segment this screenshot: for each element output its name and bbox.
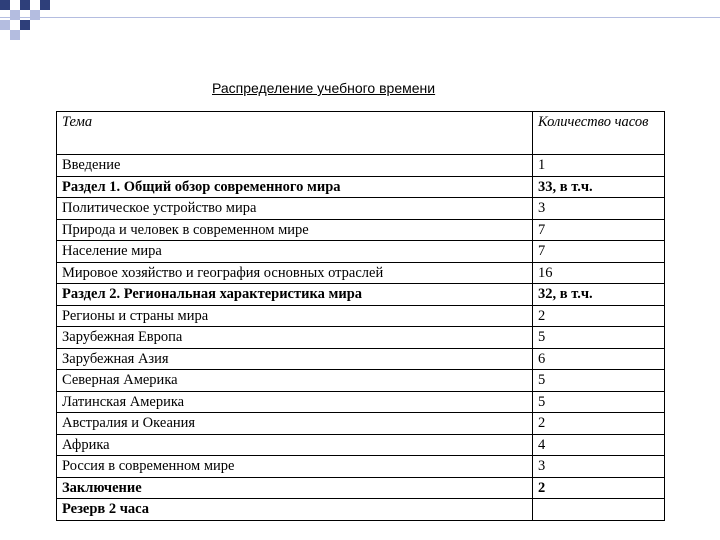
table-row bbox=[57, 305, 665, 327]
row-topic: Раздел 1. Общий обзор современного мира bbox=[57, 176, 533, 198]
header-hours bbox=[533, 112, 665, 155]
row-topic: Латинская Америка bbox=[57, 391, 533, 413]
header-topic: Тема bbox=[57, 112, 533, 155]
table-row bbox=[57, 262, 665, 284]
deco-square bbox=[20, 20, 30, 30]
table-row bbox=[57, 434, 665, 456]
table-row bbox=[57, 456, 665, 478]
row-hours: 4 bbox=[533, 434, 665, 456]
table-row bbox=[57, 327, 665, 349]
row-hours: 6 bbox=[533, 348, 665, 370]
row-hours: 33, в т.ч. bbox=[533, 176, 665, 198]
table-header-row bbox=[57, 112, 665, 155]
row-hours: 2 bbox=[533, 477, 665, 499]
row-hours: 2 bbox=[533, 305, 665, 327]
row-hours bbox=[533, 499, 665, 521]
row-hours: 3 bbox=[533, 456, 665, 478]
table-row bbox=[57, 219, 665, 241]
table-row bbox=[57, 348, 665, 370]
hours-table bbox=[56, 111, 665, 521]
row-hours: 5 bbox=[533, 391, 665, 413]
deco-square bbox=[10, 10, 20, 20]
row-topic: Введение bbox=[57, 155, 533, 177]
deco-square bbox=[0, 20, 10, 30]
page-title: Распределение учебного времени bbox=[212, 80, 436, 96]
table-row bbox=[57, 155, 665, 177]
deco-square bbox=[30, 10, 40, 20]
table-row bbox=[57, 391, 665, 413]
table-row bbox=[57, 176, 665, 198]
table-row bbox=[57, 413, 665, 435]
row-hours: 16 bbox=[533, 262, 665, 284]
row-topic: Регионы и страны мира bbox=[57, 305, 533, 327]
row-topic: Население мира bbox=[57, 241, 533, 263]
row-topic: Природа и человек в современном мире bbox=[57, 219, 533, 241]
row-topic: Северная Америка bbox=[57, 370, 533, 392]
table-row bbox=[57, 241, 665, 263]
row-topic: Мировое хозяйство и география основных отраслей bbox=[57, 262, 533, 284]
deco-square bbox=[0, 0, 10, 10]
header-hours-label: Количество часов bbox=[538, 114, 649, 130]
row-topic: Австралия и Океания bbox=[57, 413, 533, 435]
deco-square bbox=[10, 30, 20, 40]
table-row bbox=[57, 284, 665, 306]
table-row bbox=[57, 499, 665, 521]
deco-square bbox=[40, 0, 50, 10]
row-hours: 2 bbox=[533, 413, 665, 435]
table-row bbox=[57, 370, 665, 392]
row-topic: Резерв 2 часа bbox=[57, 499, 533, 521]
row-topic: Политическое устройство мира bbox=[57, 198, 533, 220]
row-hours: 3 bbox=[533, 198, 665, 220]
row-topic: Зарубежная Европа bbox=[57, 327, 533, 349]
table-row bbox=[57, 477, 665, 499]
row-hours: 1 bbox=[533, 155, 665, 177]
row-topic: Африка bbox=[57, 434, 533, 456]
row-hours: 5 bbox=[533, 327, 665, 349]
deco-square bbox=[20, 0, 30, 10]
row-topic: Заключение bbox=[57, 477, 533, 499]
row-hours: 7 bbox=[533, 219, 665, 241]
row-hours: 5 bbox=[533, 370, 665, 392]
row-hours: 32, в т.ч. bbox=[533, 284, 665, 306]
row-topic: Россия в современном мире bbox=[57, 456, 533, 478]
table-row bbox=[57, 198, 665, 220]
header-rule bbox=[0, 17, 720, 18]
row-topic: Раздел 2. Региональная характеристика мира bbox=[57, 284, 533, 306]
row-hours: 7 bbox=[533, 241, 665, 263]
row-topic: Зарубежная Азия bbox=[57, 348, 533, 370]
